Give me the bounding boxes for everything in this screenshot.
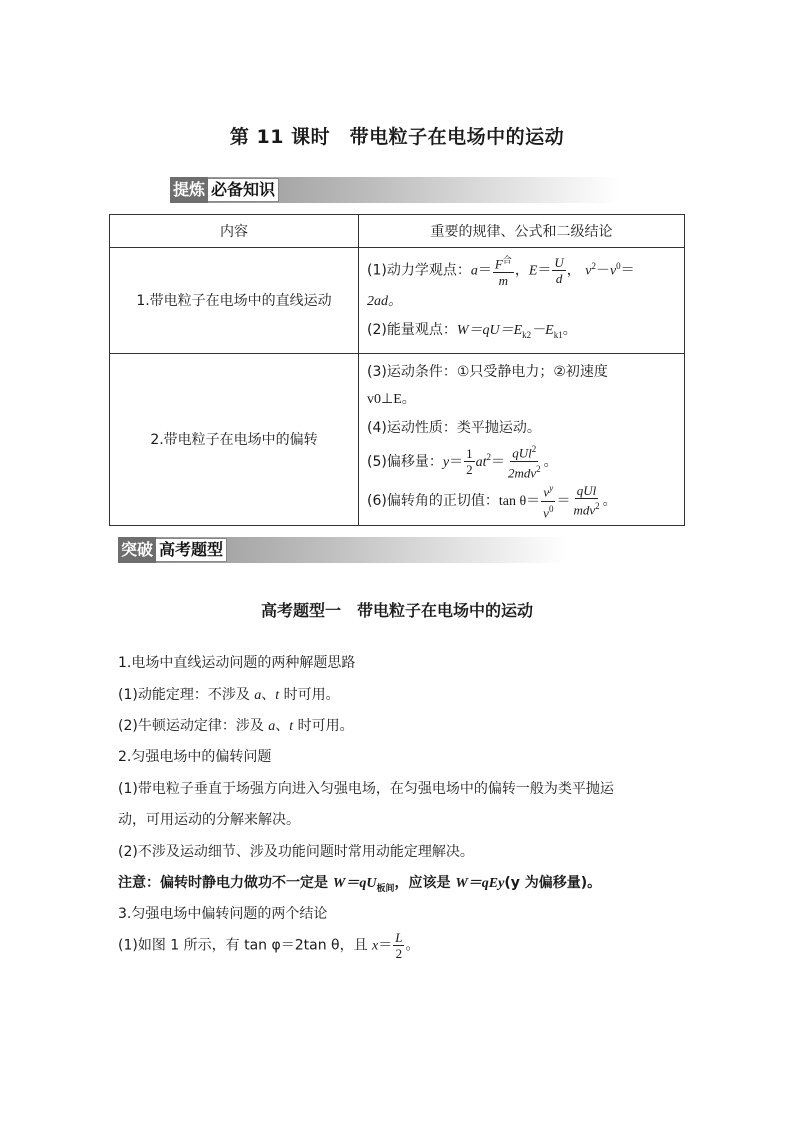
fraction: $\frac{qUl^2}{2mdv^2}$ [507,443,541,481]
paragraph: 3.匀强电场中偏转问题的两个结论 [118,906,328,922]
section-banner-dark-label: 提炼 [170,177,208,203]
formula-label: (2)能量观点： [367,321,457,338]
formula-line: (5)偏移量：y＝ $\frac{1}{2}$ $at^2=$ $\frac{qUl^2}{2mdv^2}$ 。 [367,443,558,481]
table-header-row [110,215,685,248]
paragraph [118,684,340,704]
formula-var: U [554,255,564,271]
fraction-den: 2 [466,461,473,477]
formula-line: (4)运动性质：类平抛运动。 [367,419,541,436]
text-run: (1)动能定理：不涉及 [118,687,250,703]
formula-line: (3)运动条件：①只受静电力；②初速度 [367,363,608,380]
fraction-num: qUl [512,444,532,460]
formula-expr: tan θ [498,494,527,510]
section-banner-dark-label: 突破 [118,537,156,563]
section-heading: 高考题型一 带电粒子在电场中的运动 [260,601,533,620]
fraction-den: mdv [573,502,596,518]
paragraph: (1)如图 1 所示，有 tan φ＝2tan θ，且 x＝ $\frac{L}{2}$ 。 [118,930,420,961]
page-title: 第 11 课时 带电粒子在电场中的运动 [229,126,565,148]
fraction-num: qUl [576,483,597,499]
table-row [110,248,685,354]
text-run: 、 [261,687,276,703]
formula-expr: －E [531,322,554,338]
formula-var: t [275,688,280,703]
fraction: $\frac{\text{qUl}}{mdv^2}$ [573,483,600,518]
paragraph: 动，可用运动的分解来解决。 [118,812,300,828]
table-header-rules: 重要的规律、公式和二级结论 [359,215,685,248]
formula-label: (1)动力学观点： [367,262,471,279]
formula-expr: W＝qU [332,876,377,891]
formula-expr: W＝qEy [455,876,505,891]
fraction-den: 2 [395,946,403,961]
fraction: $\frac{v^y}{v^0}$ [543,483,554,520]
formula-var: a [254,688,262,703]
formula-var: x [372,938,379,954]
formula-var: v [609,263,617,279]
paragraph: (1)带电粒子垂直于场强方向进入匀强电场，在匀强电场中的偏转一般为类平抛运 [118,781,614,797]
formula-var: v [585,263,592,279]
formula-line: (1)动力学观点：a＝ $\frac{F^合}{m}$ ，E＝ $\frac{U}{d}$ ， $v^2-v^0=$ [367,255,635,288]
table-cell-topic: 2.带电粒子在电场中的偏转 [110,353,359,525]
text-run: (y 为偏移量)。 [504,875,602,891]
table-cell-rules [359,248,685,354]
fraction-num: v [543,484,550,500]
table-cell-topic: 1.带电粒子在电场中的直线运动 [110,248,359,354]
formula-var: F [494,255,503,271]
text-run: 注意：偏转时静电力做功不一定是 [118,875,328,891]
formula-sub: k2 [522,329,532,340]
formula-label: (5)偏移量： [367,453,443,470]
formula-sub: k1 [553,329,563,340]
formula-expr: W＝qU＝E [456,322,523,338]
formula-var: y [442,454,450,470]
fraction [464,446,475,477]
paragraph [118,715,354,735]
table-row [110,353,685,525]
fraction [493,254,514,288]
formula-line: 2ad。 [367,293,402,309]
knowledge-table [109,214,685,526]
fraction-num: 1 [466,445,473,461]
paragraph: 1.电场中直线运动问题的两种解题思路 [118,655,356,671]
text-run: 时可用。 [297,718,354,734]
table-header-content: 内容 [110,215,359,248]
section-banner-knowledge [170,177,620,203]
fraction-den: v [543,504,549,520]
text-run: 、 [275,718,290,734]
text-run: (1)如图 1 所示，有 tan φ＝2tan θ，且 [118,937,373,954]
text-run: ，应该是 [394,875,451,891]
table-cell-rules [359,353,685,525]
formula-var: d [555,271,563,287]
fraction-den: 2mdv [507,465,537,481]
formula-end: 。 [562,321,577,338]
formula-sub: 板间 [376,883,395,894]
fraction [552,255,565,286]
fraction [393,930,404,961]
section-banner-light-label: 必备知识 [208,178,279,202]
paragraph: 2.匀强电场中的偏转问题 [118,749,272,765]
fraction-num: L [395,930,403,945]
formula-var: a [470,263,478,279]
text-run: 。 [405,937,420,954]
formula-var: a [268,719,276,734]
section-banner-exam-types [118,537,568,563]
note-paragraph [118,872,601,894]
paragraph: (2)不涉及运动细节、涉及功能问题时常用动能定理解决。 [118,844,474,860]
formula-var: m [498,272,509,288]
formula-var: E [528,263,538,279]
formula-line [367,316,678,349]
formula-var: t [289,719,294,734]
formula-label: (6)偏转角的正切值： [367,493,499,510]
text-run: 时可用。 [283,687,340,703]
text-run: (2)牛顿运动定律：涉及 [118,718,264,734]
formula-sub: 合 [502,255,512,266]
formula-line: (6)偏转角的正切值：tan θ＝ $\frac{v^y}{v^0}$ ＝ $\frac{\text{qUl}}{mdv^2}$ 。 [367,483,617,520]
formula-var: at [475,454,487,470]
section-banner-light-label: 高考题型 [156,538,227,562]
formula-line: v0⊥E。 [367,391,416,407]
